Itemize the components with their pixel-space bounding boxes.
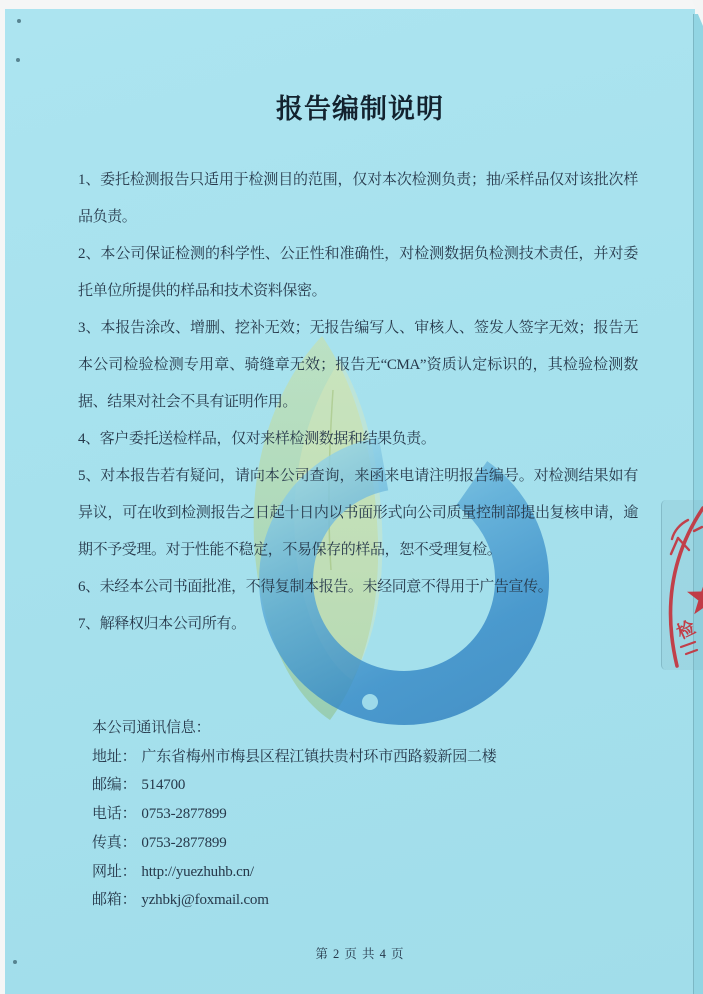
notice-item-2: 2、本公司保证检测的科学性、公正性和准确性，对检测数据负检测技术责任，并对委托单位所提供的样品和技术资料保密。 bbox=[78, 246, 638, 299]
contact-row-email bbox=[92, 886, 497, 915]
seal-character: 检 bbox=[673, 617, 699, 643]
contact-row-fax bbox=[92, 829, 497, 858]
contact-value: 0753-2877899 bbox=[141, 806, 227, 823]
contact-value: yzhbkj@foxmail.com bbox=[141, 892, 269, 909]
star-icon bbox=[687, 578, 703, 614]
contact-row-address bbox=[92, 743, 497, 772]
contact-value: 广东省梅州市梅县区程江镇扶贵村环市西路毅新园二楼 bbox=[141, 748, 497, 765]
page-title: 报告编制说明 bbox=[276, 94, 444, 125]
contact-row-phone bbox=[92, 800, 497, 829]
page-corner bbox=[692, 0, 703, 26]
notice-list bbox=[78, 162, 638, 643]
contact-value: 514700 bbox=[141, 777, 186, 794]
binding-hole bbox=[16, 58, 20, 62]
contact-label: 电话： bbox=[92, 806, 137, 823]
contact-row-zip bbox=[92, 771, 497, 800]
contact-value: http://yuezhuhb.cn/ bbox=[141, 863, 254, 880]
contact-info bbox=[92, 714, 497, 915]
page-number-footer: 第 2 页 共 4 页 bbox=[315, 947, 405, 961]
contact-label: 邮编： bbox=[92, 777, 137, 794]
contact-label: 邮箱： bbox=[92, 892, 137, 909]
notice-item-6: 6、未经本公司书面批准，不得复制本报告。未经同意不得用于广告宣传。 bbox=[78, 579, 553, 595]
contact-heading: 本公司通讯信息： bbox=[92, 720, 211, 736]
binding-hole bbox=[17, 19, 21, 23]
contact-row-website bbox=[92, 858, 497, 887]
contact-label: 网址： bbox=[92, 863, 137, 880]
contact-label: 传真： bbox=[92, 834, 137, 851]
notice-item-7: 7、解释权归本公司所有。 bbox=[78, 616, 246, 632]
notice-item-5: 5、对本报告若有疑问，请向本公司查询，来函来电请注明报告编号。对检测结果如有异议，可在收到检测报告之日起十日内以书面形式向公司质量控制部提出复核申请，逾期不予受理。对于性能不稳定，不易保存的样品，恕不受理复检。 bbox=[78, 468, 638, 558]
contact-value: 0753-2877899 bbox=[141, 834, 227, 851]
notice-item-1: 1、委托检测报告只适用于检测目的范围，仅对本次检测负责；抽/采样品仅对该批次样品负责。 bbox=[78, 172, 638, 225]
notice-item-3: 3、本报告涂改、增删、挖补无效；无报告编写人、审核人、签发人签字无效；报告无本公司检验检测专用章、骑缝章无效；报告无“CMA”资质认定标识的，其检验检测数据、结果对社会不具有证明作用。 bbox=[78, 320, 638, 410]
inspection-seal-stamp bbox=[650, 498, 703, 673]
contact-label: 地址： bbox=[92, 748, 137, 765]
notice-item-4: 4、客户委托送检样品，仅对来样检测数据和结果负责。 bbox=[78, 431, 436, 447]
